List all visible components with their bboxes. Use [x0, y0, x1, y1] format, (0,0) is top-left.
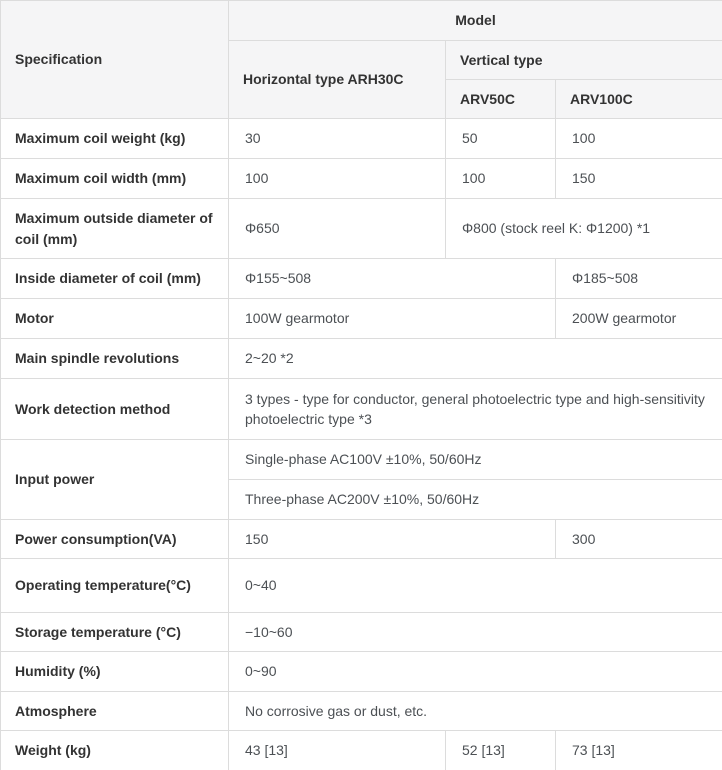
spec-label: Humidity (%) — [1, 652, 229, 692]
value-cell: 30 — [229, 119, 446, 159]
table-row-inside-diameter — [1, 259, 722, 299]
spec-label: Maximum coil weight (kg) — [1, 119, 229, 159]
spec-label: Maximum coil width (mm) — [1, 159, 229, 199]
table-row-main-spindle-revolutions — [1, 339, 722, 379]
value-cell: Φ650 — [229, 199, 446, 259]
table-row-max-coil-width — [1, 159, 722, 199]
value-cell: 73 [13] — [556, 731, 722, 770]
spec-label: Main spindle revolutions — [1, 339, 229, 379]
value-cell: 150 — [556, 159, 722, 199]
table-row-weight — [1, 731, 722, 770]
table-row-power-consumption — [1, 520, 722, 559]
value-cell: No corrosive gas or dust, etc. — [229, 692, 722, 731]
value-cell: 200W gearmotor — [556, 299, 722, 339]
value-cell: 43 [13] — [229, 731, 446, 770]
table-row-max-outside-diameter — [1, 199, 722, 259]
value-cell: Φ185~508 — [556, 259, 722, 299]
spec-label: Maximum outside diameter of coil (mm) — [1, 199, 229, 259]
value-cell: 150 — [229, 520, 556, 559]
value-cell: 300 — [556, 520, 722, 559]
value-cell: 100 — [229, 159, 446, 199]
value-cell: 3 types - type for conductor, general photoelectric type and high-sensitivity photoelectric type *3 — [229, 379, 722, 440]
column-header-horizontal-type: Horizontal type ARH30C — [229, 41, 446, 119]
column-header-model: Model — [229, 1, 722, 41]
value-cell: Single-phase AC100V ±10%, 50/60Hz — [229, 440, 722, 480]
column-header-specification: Specification — [1, 1, 229, 119]
spec-label: Inside diameter of coil (mm) — [1, 259, 229, 299]
spec-label: Input power — [1, 440, 229, 520]
value-cell: 2~20 *2 — [229, 339, 722, 379]
value-cell: Φ800 (stock reel K: Φ1200) *1 — [446, 199, 722, 259]
value-cell: 52 [13] — [446, 731, 556, 770]
value-cell: 0~90 — [229, 652, 722, 692]
value-cell: −10~60 — [229, 613, 722, 652]
spec-label: Atmosphere — [1, 692, 229, 731]
column-header-vertical-type: Vertical type — [446, 41, 722, 80]
value-cell: 50 — [446, 119, 556, 159]
value-cell: 100 — [556, 119, 722, 159]
spec-label: Operating temperature(°C) — [1, 559, 229, 613]
table-row-input-power — [1, 440, 722, 480]
header-row-model — [1, 1, 722, 41]
table-row-atmosphere — [1, 692, 722, 731]
value-cell: 0~40 — [229, 559, 722, 613]
table-row-operating-temperature — [1, 559, 722, 613]
value-cell: Three-phase AC200V ±10%, 50/60Hz — [229, 480, 722, 520]
value-cell: Φ155~508 — [229, 259, 556, 299]
spec-label: Power consumption(VA) — [1, 520, 229, 559]
column-header-arv100c: ARV100C — [556, 80, 722, 119]
table-row-storage-temperature — [1, 613, 722, 652]
table-row-max-coil-weight — [1, 119, 722, 159]
spec-label: Motor — [1, 299, 229, 339]
spec-label: Storage temperature (°C) — [1, 613, 229, 652]
column-header-arv50c: ARV50C — [446, 80, 556, 119]
table-row-motor — [1, 299, 722, 339]
value-cell: 100W gearmotor — [229, 299, 556, 339]
value-cell: 100 — [446, 159, 556, 199]
table-row-work-detection-method — [1, 379, 722, 440]
spec-label: Weight (kg) — [1, 731, 229, 770]
spec-label: Work detection method — [1, 379, 229, 440]
table-row-humidity — [1, 652, 722, 692]
